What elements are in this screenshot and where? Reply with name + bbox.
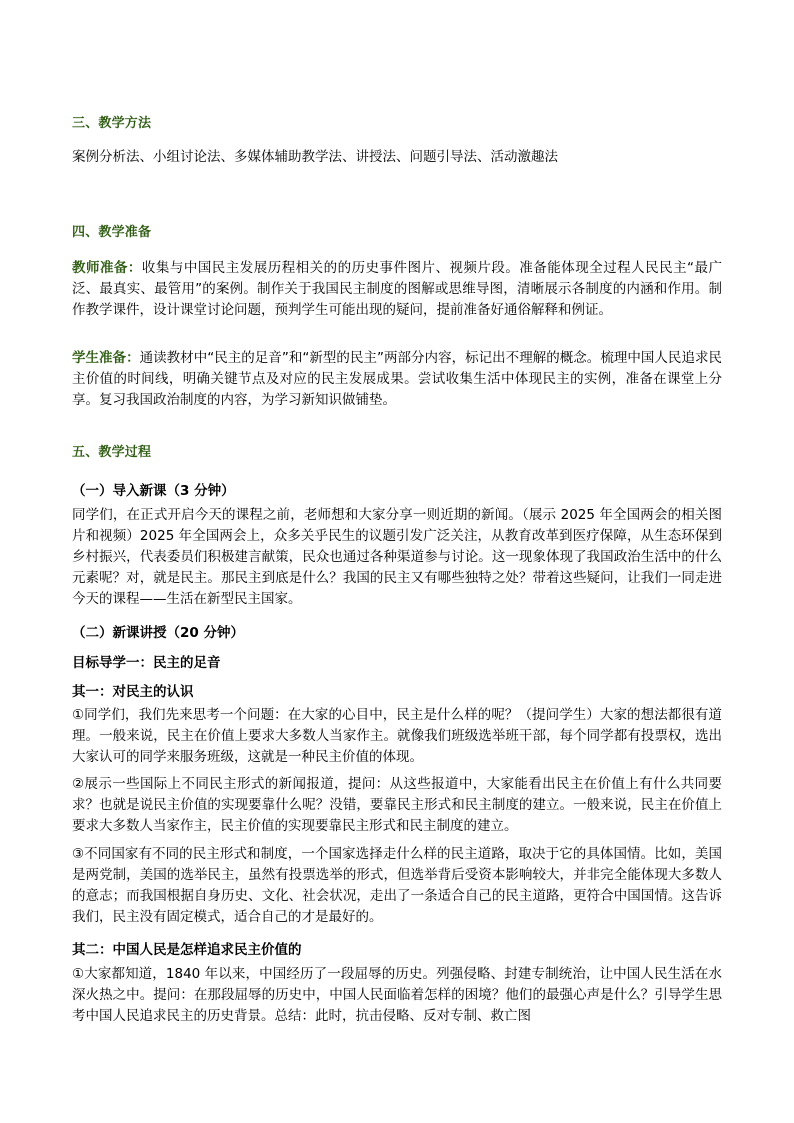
- section-heading-teaching-process: 五、教学过程: [72, 445, 152, 460]
- topic-two-paragraph-1: ①大家都知道，1840 年以来，中国经历了一段屈辱的历史。列强侵略、封建专制统治，让中国人民生活在水深火热之中。提问：在那段屈辱的历史中，中国人民面临着怎样的困境？他们的最强心声是什么？引导学生思考中国人民追求民主的历史背景。总结：此时，抗击侵略、反对专制、救亡图: [72, 966, 722, 1024]
- topic-one-paragraph-3: ③不同国家有不同的民主形式和制度，一个国家选择走什么样的民主道路，取决于它的具体国情。比如，美国是两党制，美国的选举民主，虽然有投票选举的形式，但选举背后受资本影响较大，并非完全能体现大多数人的意志；而我国根据自身历史、文化、社会状况，走出了一条适合自己的民主道路，更符合中国国情。这告诉我们，民主没有固定模式，适合自己的才是最好的。: [72, 846, 722, 925]
- topic-two-title: 其二：中国人民是怎样追求民主价值的: [72, 942, 302, 958]
- student-preparation-text: 通读教材中“民主的足音”和“新型的民主”两部分内容，标记出不理解的概念。梳理中国人民追求民主价值的时间线，明确关键节点及对应的民主发展成果。尝试收集生活中体现民主的实例，准备在课堂上分享。复习我国政治制度的内容，为学习新知识做铺垫。: [72, 350, 722, 408]
- section-heading-teaching-methods: 三、教学方法: [72, 116, 152, 131]
- student-preparation-label: 学生准备：: [72, 350, 140, 366]
- topic-one-title: 其一：对民主的认识: [72, 684, 194, 700]
- introduction-paragraph: 同学们，在正式开启今天的课程之前，老师想和大家分享一则近期的新闻。（展示 2025 年全国两会的相关图片和视频）2025 年全国两会上，众多关乎民生的议题引发广泛关注，从教育改革到医疗保障，从生态环保到乡村振兴，代表委员们积极建言献策，民众也通过各种渠道参与讨论。这一现象体现了我国政治生活中的什么元素呢？对，就是民主。那民主到底是什么？我国的民主又有哪些独特之处？带着这些疑问，让我们一同走进今天的课程——生活在新型民主国家。: [72, 507, 722, 607]
- teacher-preparation-paragraph: [72, 258, 722, 321]
- teaching-methods-text: 案例分析法、小组讨论法、多媒体辅助教学法、讲授法、问题引导法、活动激趣法: [72, 149, 558, 165]
- topic-one-paragraph-2: ②展示一些国际上不同民主形式的新闻报道，提问：从这些报道中，大家能看出民主在价值上有什么共同要求？也就是说民主价值的实现要靠什么呢？没错，要靠民主形式和民主制度的建立。一般来说，民主在价值上要求大多数人当家作主，民主价值的实现要靠民主形式和民主制度的建立。: [72, 776, 722, 834]
- teacher-preparation-label: 教师准备：: [72, 260, 142, 276]
- section-heading-teaching-preparation: 四、教学准备: [72, 225, 152, 240]
- goal-one-title: 目标导学一：民主的足音: [72, 655, 221, 671]
- part-two-title: （二）新课讲授（20 分钟）: [72, 625, 244, 641]
- student-preparation-paragraph: [72, 348, 722, 411]
- topic-one-paragraph-1: ①同学们，我们先来思考一个问题：在大家的心目中，民主是什么样的呢？（提问学生）大家的想法都很有道理。一般来说，民主在价值上要求大多数人当家作主。就像我们班级选举班干部，每个同学都有投票权，选出大家认可的同学来服务班级，这就是一种民主价值的体现。: [72, 707, 722, 765]
- part-one-title: （一）导入新课（3 分钟）: [72, 483, 235, 499]
- teacher-preparation-text: 收集与中国民主发展历程相关的的历史事件图片、视频片段。准备能体现全过程人民民主“最广泛、最真实、最管用”的案例。制作关于我国民主制度的图解或思维导图，清晰展示各制度的内涵和作用。制作教学课件，设计课堂讨论问题，预判学生可能出现的疑问，提前准备好通俗解释和例证。: [72, 260, 723, 318]
